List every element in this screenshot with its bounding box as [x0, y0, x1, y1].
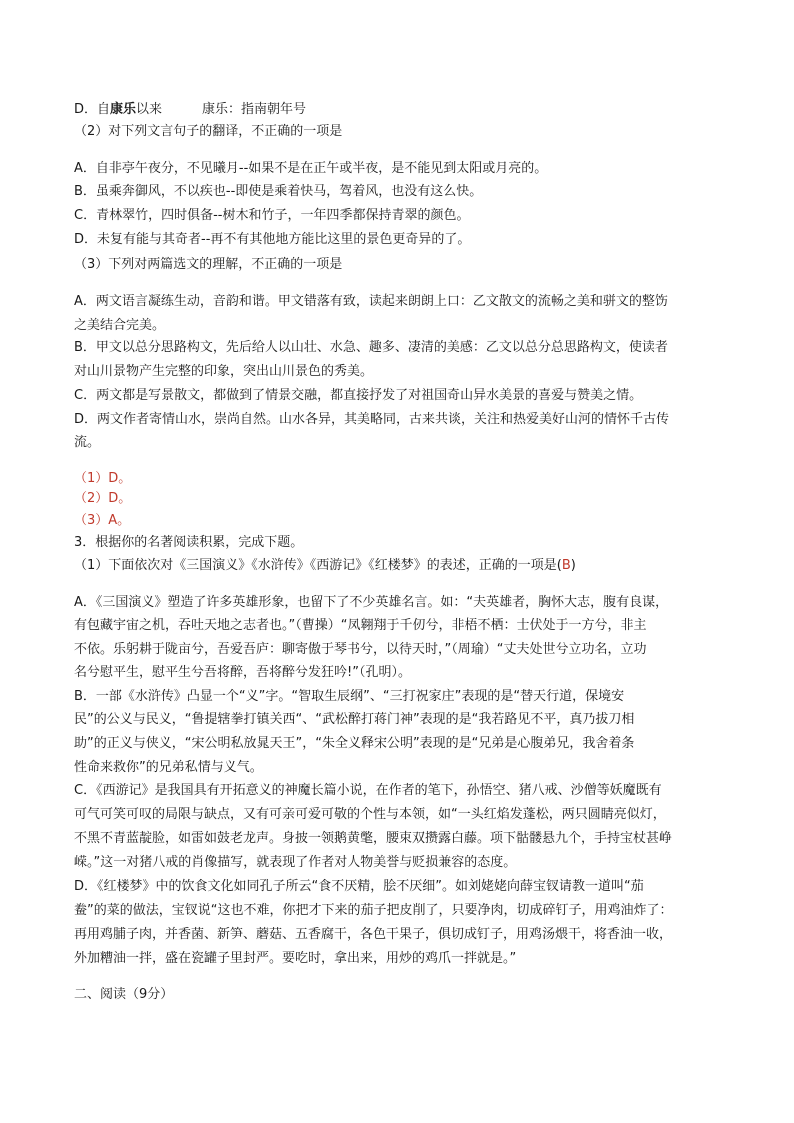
question-3-1-text: （1）下面依次对《三国演义》《水浒传》《西游记》《红楼梦》的表述，正确的一项是( — [74, 558, 562, 573]
q31-option-b-line4: 性命来救你”的兄弟私情与义气。 — [74, 760, 263, 775]
q31-option-c-line3: 不黑不青蓝靛脸，如雷如鼓老龙声。身披一领鹅黄氅，腰束双攒露白藤。项下骷髅悬九个，手持宝杖甚峥 — [74, 831, 673, 846]
section-2-heading: 二、阅读（9分） — [74, 987, 174, 1002]
question-3: （3）下列对两篇选文的理解，不正确的一项是 — [74, 257, 343, 272]
q31-option-c-line1: C．《西游记》是我国具有开拓意义的神魔长篇小说，在作者的笔下，孙悟空、猪八戒、沙僧等妖魔既有 — [74, 783, 662, 798]
q31-option-a-line1: A．《三国演义》塑造了许多英雄形象，也留下了不少英雄名言。如：“夫英雄者，胸怀大志，腹有良谋， — [74, 595, 669, 610]
q31-option-a-line4: 名兮慰平生，慰平生兮吾将醉，吾将醉兮发狂吟!”（孔明）。 — [74, 665, 411, 680]
q3-option-a-line1: A．两文语言凝练生动，音韵和谐。甲文错落有致，读起来朗朗上口：乙文散文的流畅之美和骈文的整饬 — [74, 294, 668, 309]
q31-option-b-line3: 助”的正义与侠义，“宋公明私放晁天王”，“朱全义释宋公明”表现的是“兄弟是心腹弟兄，我舍着条 — [74, 736, 635, 751]
q31-option-a-line3: 不依。乐躬耕于陇亩兮，吾爱吾庐：聊寄傲于琴书兮，以待天时，”（周瑜）“丈夫处世兮立功名，立功 — [74, 642, 647, 657]
q2-option-d: D．未复有能与其奇者--再不有其他地方能比这里的景色更奇异的了。 — [74, 232, 471, 247]
answer-3: （3）A。 — [74, 513, 131, 528]
q31-option-b-line1: B．一部《水浒传》凸显一个“义”字。“智取生辰纲”、“三打祝家庄”表现的是“替天行道，保境安 — [74, 689, 625, 704]
q2-option-b: B．虽乘奔御风，不以疾也--即使是乘着快马，驾着风，也没有这么快。 — [74, 184, 483, 199]
option-d-prefix: D．自 — [74, 102, 111, 117]
answer-2: （2）D。 — [74, 491, 132, 506]
section-3-heading: 3．根据你的名著阅读积累，完成下题。 — [74, 535, 304, 550]
q2-option-a: A．自非亭午夜分，不见曦月--如果不是在正午或半夜，是不能见到太阳或月亮的。 — [74, 161, 548, 176]
option-d-note: 康乐：指南朝年号 — [202, 102, 307, 117]
q31-option-c-line2: 可气可笑可叹的局限与缺点，又有可亲可爱可敬的个性与本领，如“一头红焰发蓬松，两只圆睛亮似灯， — [74, 807, 666, 822]
q31-option-d-line3: 再用鸡脯子肉，并香菌、新笋、蘑菇、五香腐干，各色干果子，俱切成钉子，用鸡汤煨干，将香油一收， — [74, 927, 673, 942]
q31-option-c-line4: 嵘。”这一对猪八戒的肖像描写，就表现了作者对人物美誉与贬损兼容的态度。 — [74, 855, 517, 870]
q31-option-d-line1: D．《红楼梦》中的饮食文化如同孔子所云“食不厌精，脍不厌细”。如刘姥姥向薛宝钗请教一道叫“茄 — [74, 879, 644, 894]
q31-option-a-line2: 有包藏宇宙之机，吞吐天地之志者也。”（曹操）“凤翱翔于千仞兮，非梧不栖：士伏处于一方兮，非主 — [74, 618, 647, 633]
q3-option-d-line1: D．两文作者寄情山水，崇尚自然。山水各异，其美略同，古来共谈，关注和热爱美好山河的情怀千古传 — [74, 412, 670, 427]
q2-option-c: C．青林翠竹，四时俱备--树木和竹子，一年四季都保持青翠的颜色。 — [74, 208, 470, 223]
answer-1: （1）D。 — [74, 471, 132, 486]
q3-option-a-line2: 之美结合完美。 — [74, 318, 166, 333]
question-3-1 — [74, 557, 724, 575]
q3-option-c: C．两文都是写景散文，都做到了情景交融，都直接抒发了对祖国奇山异水美景的喜爱与赞美之情。 — [74, 388, 643, 403]
option-d-keyword: 康乐 — [110, 102, 137, 117]
question-3-1-close: ) — [570, 558, 576, 573]
q31-option-b-line2: 民”的公义与民义，“鲁提辖拳打镇关西“、“武松醉打蒋门神”表现的是“我若路见不平，真乃拔刀相 — [74, 712, 635, 727]
q31-option-d-line4: 外加糟油一拌，盛在瓷罐子里封严。要吃时，拿出来，用炒的鸡爪一拌就是。” — [74, 951, 517, 966]
option-d-suffix: 以来 — [136, 102, 163, 117]
q3-option-d-line2: 流。 — [74, 435, 101, 450]
question-2: （2）对下列文言句子的翻译，不正确的一项是 — [74, 124, 343, 139]
q31-option-d-line2: 鲞”的菜的做法，宝钗说“这也不难，你把才下来的茄子把皮削了，只要净肉，切成碎钉子，用鸡油炸了： — [74, 903, 673, 918]
q3-option-b-line2: 对山川景物产生完整的印象，突出山川景色的秀美。 — [74, 364, 374, 379]
question-3-1-answer: B — [561, 558, 571, 573]
option-d-line — [74, 101, 724, 119]
q3-option-b-line1: B．甲文以总分思路构文，先后给人以山壮、水急、趣多、凄清的美感：乙文以总分总思路构文，使读者 — [74, 340, 668, 355]
